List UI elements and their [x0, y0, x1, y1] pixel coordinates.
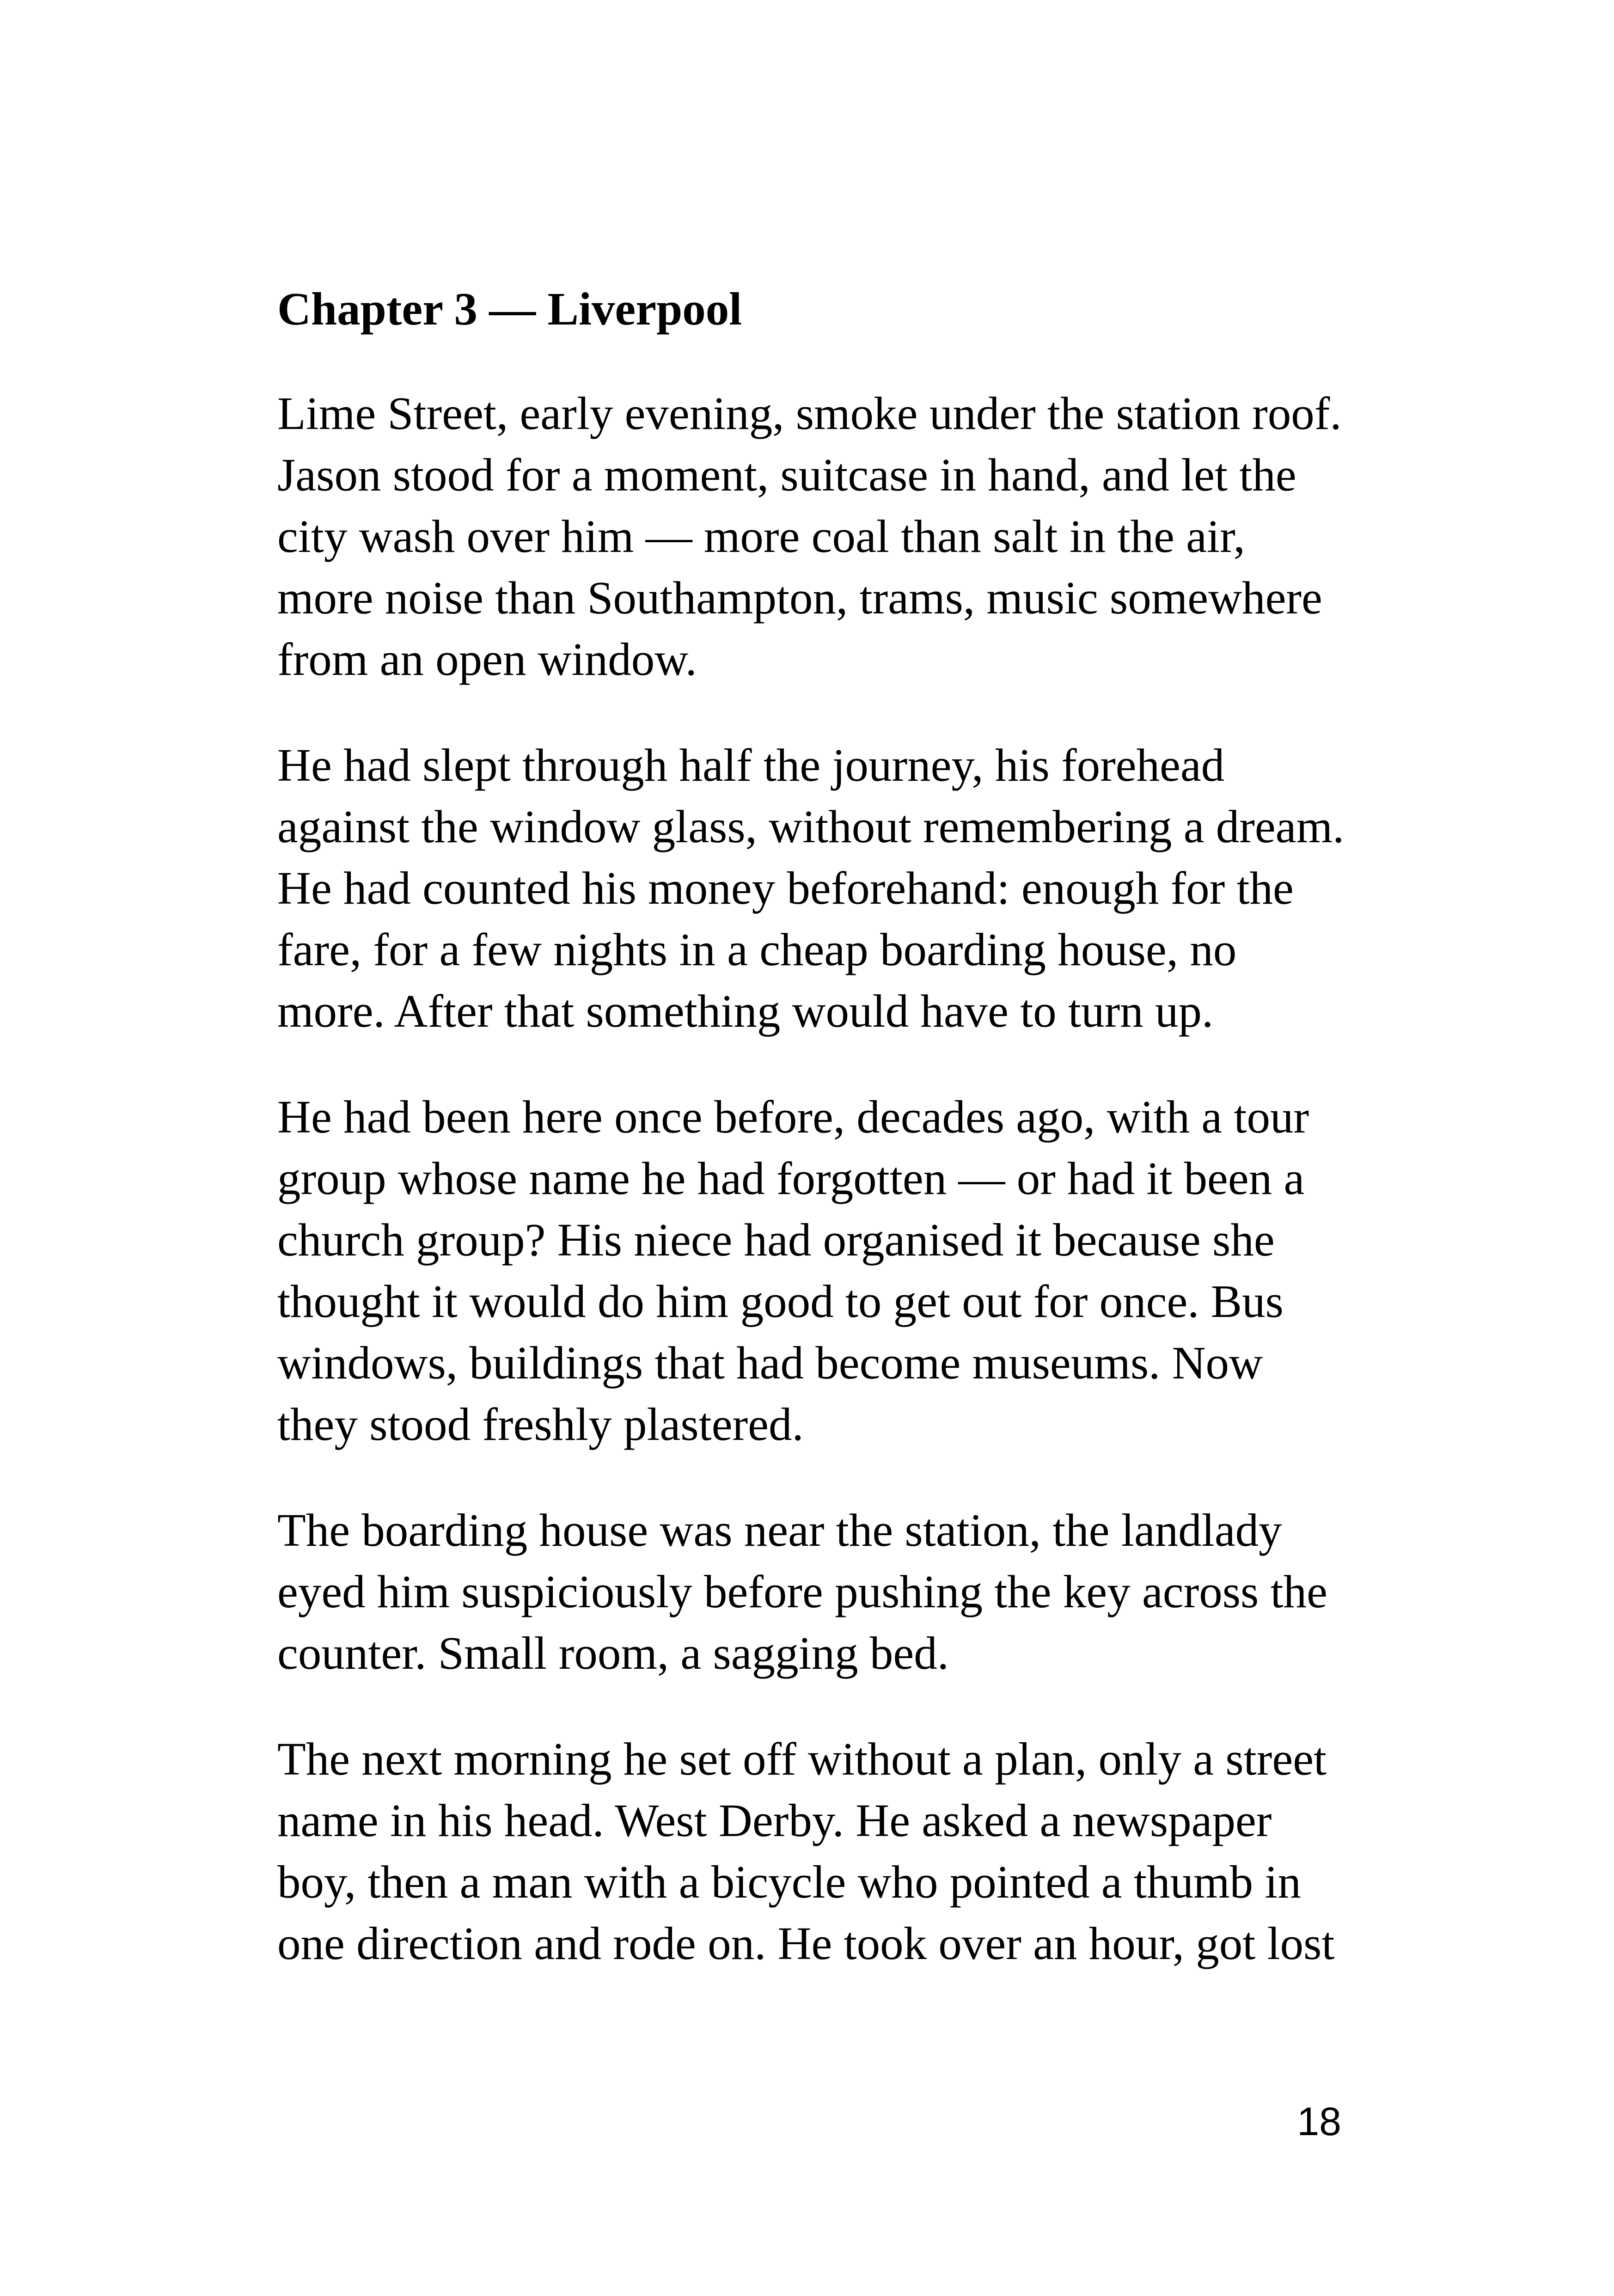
text-line: counter. Small room, a sagging bed. — [277, 1627, 949, 1679]
text-line: He had counted his money beforehand: enough for the — [277, 862, 1294, 914]
text-line: windows, buildings that had become museums. Now — [277, 1337, 1263, 1389]
paragraph — [277, 1728, 1354, 1974]
text-line: they stood freshly plastered. — [277, 1398, 804, 1450]
text-line: one direction and rode on. He took over an hour, got lost — [277, 1917, 1335, 1969]
paragraph — [277, 735, 1354, 1042]
text-line: He had slept through half the journey, his forehead — [277, 739, 1225, 791]
text-line: more. After that something would have to turn up. — [277, 985, 1214, 1037]
text-line: group whose name he had forgotten — or had it been a — [277, 1152, 1305, 1204]
text-line: thought it would do him good to get out for once. Bus — [277, 1275, 1284, 1327]
text-line: city wash over him — more coal than salt in the air, — [277, 510, 1245, 562]
chapter-title: Chapter 3 — Liverpool — [277, 283, 742, 335]
paragraph — [277, 383, 1354, 690]
paragraph — [277, 1086, 1354, 1455]
text-line: Jason stood for a moment, suitcase in hand, and let the — [277, 449, 1296, 501]
text-line: He had been here once before, decades ago, with a tour — [277, 1091, 1309, 1143]
page-body — [277, 278, 1354, 2019]
text-line: The next morning he set off without a plan, only a street — [277, 1733, 1327, 1785]
text-line: eyed him suspiciously before pushing the key across the — [277, 1566, 1328, 1617]
text-line: Lime Street, early evening, smoke under the station roof. — [277, 387, 1342, 439]
text-line: church group? His niece had organised it because she — [277, 1214, 1275, 1266]
text-line: The boarding house was near the station, the landlady — [277, 1504, 1282, 1556]
text-line: against the window glass, without remembering a dream. — [277, 801, 1345, 852]
text-line: more noise than Southampton, trams, music somewhere — [277, 572, 1322, 624]
page-number: 18 — [1297, 2100, 1341, 2144]
text-line: boy, then a man with a bicycle who pointed a thumb in — [277, 1856, 1301, 1908]
paragraph — [277, 1500, 1354, 1684]
text-line: fare, for a few nights in a cheap boarding house, no — [277, 924, 1237, 975]
text-line: from an open window. — [277, 633, 697, 685]
text-line: name in his head. West Derby. He asked a newspaper — [277, 1794, 1272, 1846]
